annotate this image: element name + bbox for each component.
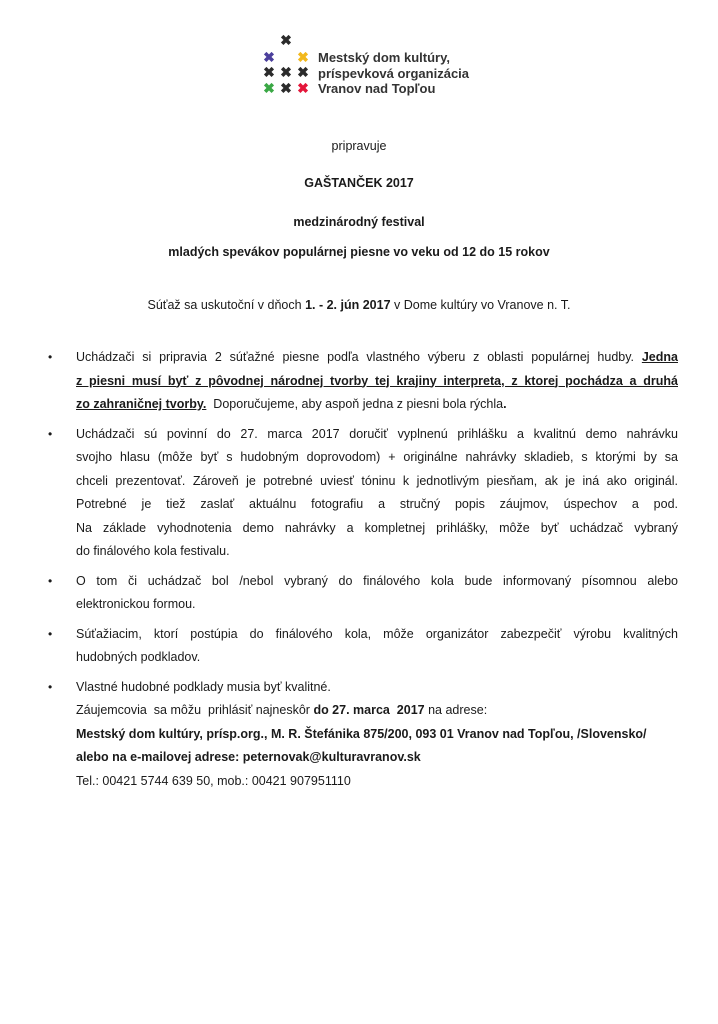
date-bold: 1. - 2. jún 2017 (305, 298, 391, 312)
item-line (76, 370, 678, 394)
logo-x-mark-icon: ✖ (263, 64, 275, 80)
item-line: chceli prezentovať. Zároveň je potrebné uviesť tóninu k jednotlivým piesňam, ak je iná ako originál. (76, 473, 678, 488)
logo-line-1: Mestský dom kultúry, (318, 50, 450, 65)
item-line (76, 393, 678, 417)
item-line: hudobných podkladov. (76, 650, 201, 664)
festival-subtitle-2: mladých spevákov populárnej piesne vo veku od 12 do 15 rokov (168, 245, 550, 259)
item-line: do finálového kola festivalu. (76, 544, 230, 558)
logo-x-mark-icon: ✖ (263, 80, 275, 96)
logo-x-mark-icon: ✖ (297, 64, 309, 80)
list-item (48, 676, 678, 794)
item-line: elektronickou formou. (76, 597, 196, 611)
logo-x-mark-icon: ✖ (280, 64, 292, 80)
postal-address: Mestský dom kultúry, prísp.org., M. R. Štefánika 875/200, 093 01 Vranov nad Topľou, /Slovensko/ (76, 726, 647, 741)
logo-x-mark-icon: ✖ (280, 80, 292, 96)
item-line: Na základe vyhodnotenia demo nahrávky a kompletnej prihlášky, môže byť uchádzač vybraný (76, 520, 678, 535)
email-address[interactable]: alebo na e-mailovej adrese: peternovak@kulturavranov.sk (76, 750, 421, 764)
logo-x-mark-icon: ✖ (297, 80, 309, 96)
bullet-icon: • (48, 679, 53, 694)
logo-x-mark-icon: ✖ (280, 32, 292, 48)
list-item (48, 570, 678, 617)
deadline-text: do 27. marca 2017 (313, 703, 425, 717)
item-text-underlined: zo zahraničnej tvorby. (76, 397, 207, 411)
festival-title: GAŠTANČEK 2017 (304, 176, 414, 190)
rules-list (48, 346, 678, 793)
logo-text (318, 50, 469, 97)
item-line: Súťažiacim, ktorí postúpia do finálového kola, môže organizátor zabezpečiť výrobu kvalitných (76, 626, 678, 641)
item-text: Uchádzači si pripravia 2 súťažné piesne podľa vlastného výberu z oblasti populárnej hudby. (76, 350, 642, 364)
festival-subtitle-1: medzinárodný festival (293, 215, 425, 229)
bullet-icon: • (48, 626, 53, 641)
bullet-icon: • (48, 350, 53, 364)
logo-x-mark-icon: ✖ (297, 49, 309, 65)
item-text-underlined: Jedna (641, 350, 678, 364)
list-item (48, 346, 678, 417)
item-text: Doporučujeme, aby aspoň jedna z piesni bola rýchla (206, 397, 504, 411)
item-line: svojho hlasu (môže byť s hudobným doprovodom) + originálne nahrávky skladieb, s ktorými by sa (76, 450, 678, 464)
item-line (76, 346, 678, 370)
item-line: Potrebné je tiež zaslať aktuálnu fotografiu a stručný popis záujmov, úspechov a pod. (76, 497, 678, 511)
item-text: Záujemcovia sa môžu prihlásiť najneskôr (76, 703, 314, 717)
list-item (48, 623, 678, 670)
bullet-icon: • (48, 573, 53, 588)
logo-line-3: Vranov nad Topľou (318, 81, 436, 96)
logo-x-mark-icon: ✖ (263, 49, 275, 65)
item-line: Vlastné hudobné podklady musia byť kvalitné. (76, 679, 331, 694)
item-text: na adrese: (424, 703, 488, 717)
item-line: O tom či uchádzač bol /nebol vybraný do finálového kola bude informovaný písomnou alebo (76, 573, 678, 588)
bullet-icon: • (48, 426, 53, 441)
date-prefix: Súťaž sa uskutoční v dňoch (147, 298, 306, 312)
item-text: . (503, 397, 507, 411)
intro-text: pripravuje (331, 139, 387, 153)
item-text-underlined: z piesni musí byť z pôvodnej národnej tvorby tej krajiny interpreta, z ktorej pochádza a druhá (76, 373, 678, 388)
date-suffix: v Dome kultúry vo Vranove n. T. (390, 298, 571, 312)
logo-marks (262, 33, 314, 97)
list-item (48, 423, 678, 564)
item-line: Uchádzači sú povinní do 27. marca 2017 doručiť vyplnenú prihlášku a kvalitnú demo nahrávku (76, 426, 678, 441)
logo-line-2: príspevková organizácia (318, 65, 470, 81)
item-line (76, 699, 678, 723)
event-date-line (0, 298, 718, 312)
phone-numbers: Tel.: 00421 5744 639 50, mob.: 00421 907951110 (76, 773, 351, 788)
